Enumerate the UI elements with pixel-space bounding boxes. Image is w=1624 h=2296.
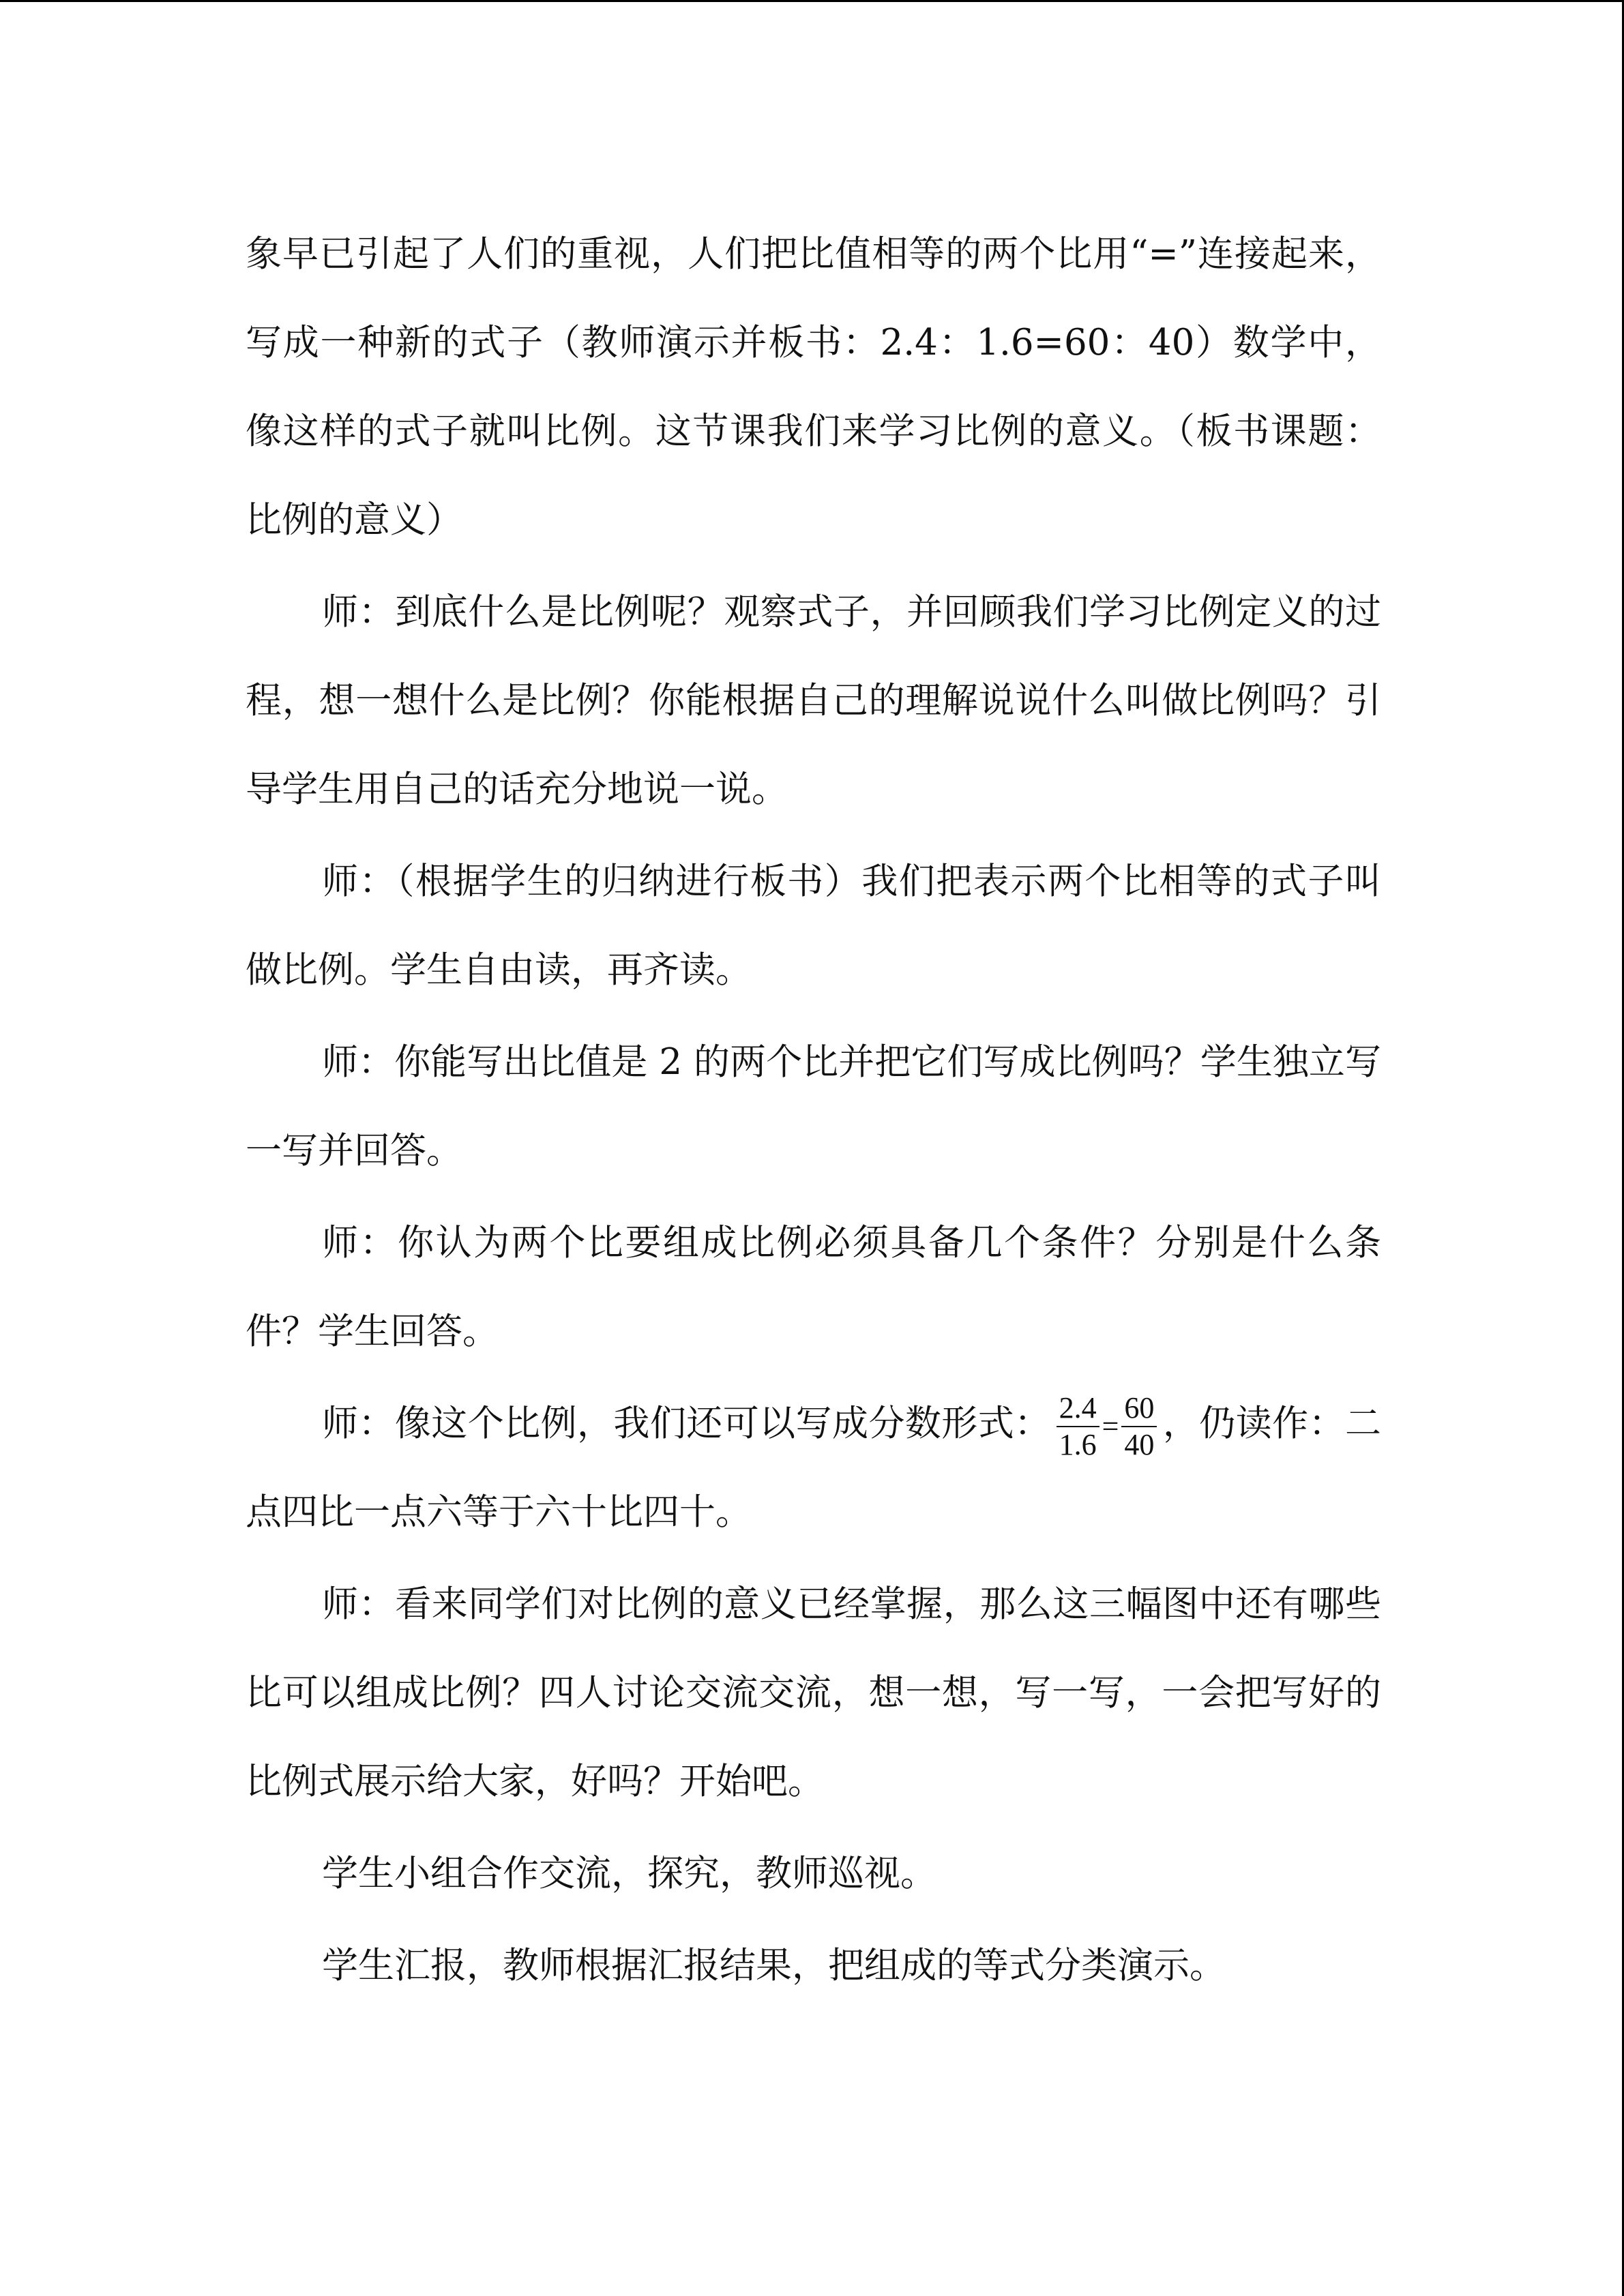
fraction-left <box>1057 1390 1099 1463</box>
paragraph-6-before: 师：像这个比例，我们还可以写成分数形式： <box>322 1403 1051 1444</box>
paragraph-3: 师：（根据学生的归纳进行板书）我们把表示两个比相等的式子叫做比例。学生自由读，再齐读。 <box>246 861 1381 991</box>
paragraph-4: 师：你能写出比值是 2 的两个比并把它们写成比例吗？学生独立写一写并回答。 <box>246 1041 1381 1172</box>
paragraph-1: 象早已引起了人们的重视，人们把比值相等的两个比用“=”连接起来，写成一种新的式子（教师演示并板书：2.4：1.6=60：40）数学中，像这样的式子就叫比例。这节课我们来学习比例的意义。（板书课题：比例的意义） <box>246 233 1381 541</box>
paragraph-6-after: ，仍读作：二点四比一点六等于六十比四十。 <box>246 1403 1381 1533</box>
fraction-equation <box>1057 1390 1157 1463</box>
paragraph-5: 师：你认为两个比要组成比例必须具备几个条件？分别是什么条件？学生回答。 <box>246 1222 1381 1352</box>
fraction-right-numerator: 60 <box>1124 1390 1155 1425</box>
fraction-left-denominator: 1.6 <box>1059 1427 1097 1461</box>
equals-sign: = <box>1102 1409 1119 1443</box>
paragraph-2: 师：到底什么是比例呢？观察式子，并回顾我们学习比例定义的过程，想一想什么是比例？你能根据自己的理解说说什么叫做比例吗？引导学生用自己的话充分地说一说。 <box>246 591 1381 810</box>
paragraph-8: 学生小组合作交流，探究，教师巡视。 <box>322 1853 936 1894</box>
fraction-left-numerator: 2.4 <box>1059 1390 1097 1425</box>
fraction-right-denominator: 40 <box>1124 1427 1155 1461</box>
fraction-right <box>1121 1390 1157 1463</box>
paragraph-7: 师：看来同学们对比例的意义已经掌握，那么这三幅图中还有哪些比可以组成比例？四人讨论交流交流，想一想，写一写，一会把写好的比例式展示给大家，好吗？开始吧。 <box>246 1583 1381 1802</box>
paragraph-9: 学生汇报，教师根据汇报结果，把组成的等式分类演示。 <box>322 1945 1226 1986</box>
document-body <box>246 210 1381 2014</box>
paragraph-6-fraction <box>246 1380 1381 1557</box>
